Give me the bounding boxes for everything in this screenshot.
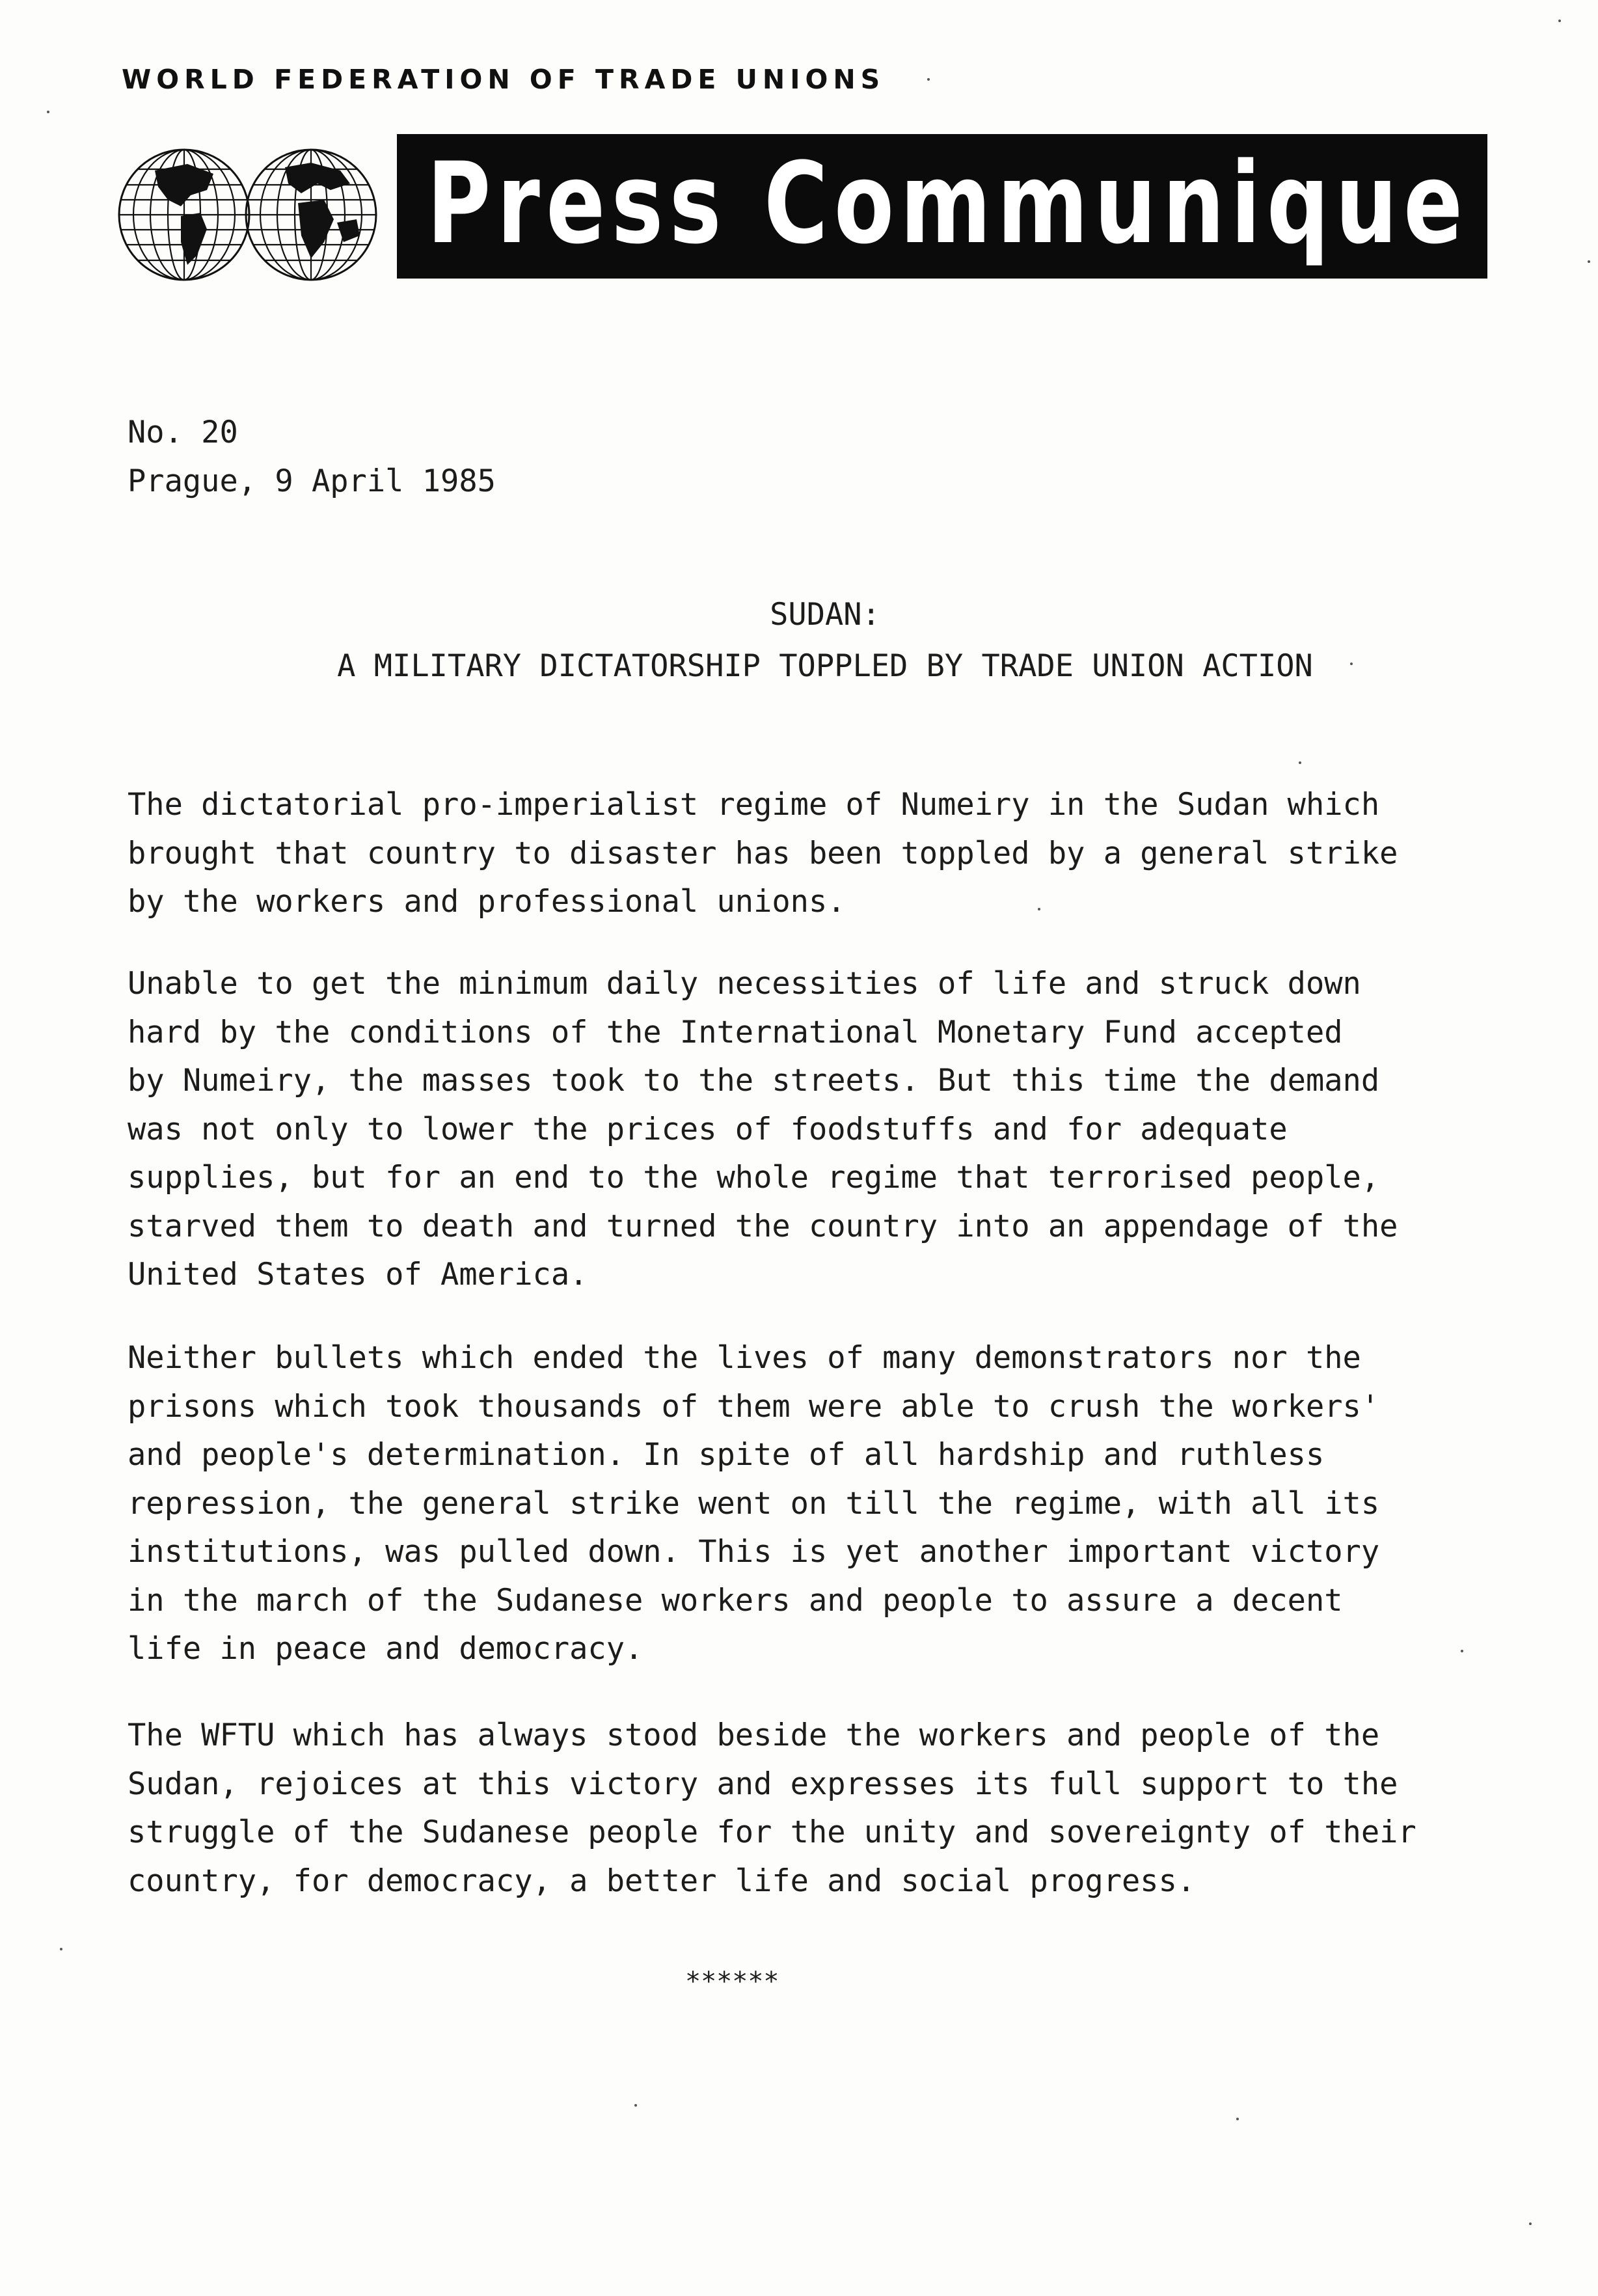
scan-speck <box>1299 761 1301 764</box>
text-line: was not only to lower the prices of foodstuffs and for adequate <box>128 1111 1288 1147</box>
organization-name: WORLD FEDERATION OF TRADE UNIONS <box>122 64 886 95</box>
text-line: The WFTU which has always stood beside the workers and people of the <box>128 1717 1380 1753</box>
scan-speck <box>47 111 49 113</box>
text-line: struggle of the Sudanese people for the unity and sovereignty of their <box>128 1814 1416 1850</box>
text-line: institutions, was pulled down. This is yet another important victory <box>128 1534 1380 1570</box>
text-line: brought that country to disaster has been toppled by a general strike <box>128 835 1398 871</box>
banner-title: Press Communique <box>427 138 1469 269</box>
place-and-date: Prague, 9 April 1985 <box>128 463 496 499</box>
text-line: starved them to death and turned the country into an appendage of the <box>128 1208 1398 1244</box>
text-line: supplies, but for an end to the whole regime that terrorised people, <box>128 1160 1380 1196</box>
paragraph-2 <box>128 960 1494 1300</box>
end-marker: ****** <box>685 1967 779 1997</box>
scan-speck <box>1588 260 1590 263</box>
communique-number: No. 20 <box>128 415 238 450</box>
text-line: hard by the conditions of the International Monetary Fund accepted <box>128 1014 1343 1050</box>
text-line: Sudan, rejoices at this victory and expresses its full support to the <box>128 1766 1398 1802</box>
scan-speck <box>60 1948 62 1950</box>
text-line: and people's determination. In spite of all hardship and ruthless <box>128 1437 1325 1473</box>
scan-speck <box>1558 20 1561 22</box>
paragraph-3 <box>128 1334 1494 1674</box>
scan-speck <box>927 78 930 81</box>
text-line: by the workers and professional unions. <box>128 884 846 920</box>
scan-speck <box>1350 663 1353 665</box>
text-line: life in peace and democracy. <box>128 1631 643 1667</box>
scan-speck <box>1529 2222 1532 2225</box>
text-line: country, for democracy, a better life and social progress. <box>128 1863 1196 1899</box>
scan-speck <box>1461 1650 1463 1652</box>
text-line: repression, the general strike went on till the regime, with all its <box>128 1485 1380 1522</box>
paragraph-4 <box>128 1712 1494 1906</box>
text-line: United States of America. <box>128 1257 588 1292</box>
text-line: prisons which took thousands of them were able to crush the workers' <box>128 1388 1380 1425</box>
paragraph-1 <box>128 781 1494 927</box>
scan-speck <box>1236 2118 1239 2120</box>
headline-title: A MILITARY DICTATORSHIP TOPPLED BY TRADE UNION ACTION <box>337 648 1313 684</box>
scan-speck <box>634 2104 637 2107</box>
text-line: Unable to get the minimum daily necessities of life and struck down <box>128 966 1361 1002</box>
text-line: in the march of the Sudanese workers and people to assure a decent <box>128 1582 1343 1619</box>
scan-speck <box>1038 908 1040 910</box>
text-line: The dictatorial pro-imperialist regime of Numeiry in the Sudan which <box>128 787 1380 823</box>
text-line: by Numeiry, the masses took to the streets. But this time the demand <box>128 1063 1380 1099</box>
text-line: Neither bullets which ended the lives of many demonstrators nor the <box>128 1340 1361 1376</box>
headline-country: SUDAN: <box>770 597 880 633</box>
press-communique-banner <box>397 134 1487 279</box>
globe-logo-icon <box>116 144 383 284</box>
